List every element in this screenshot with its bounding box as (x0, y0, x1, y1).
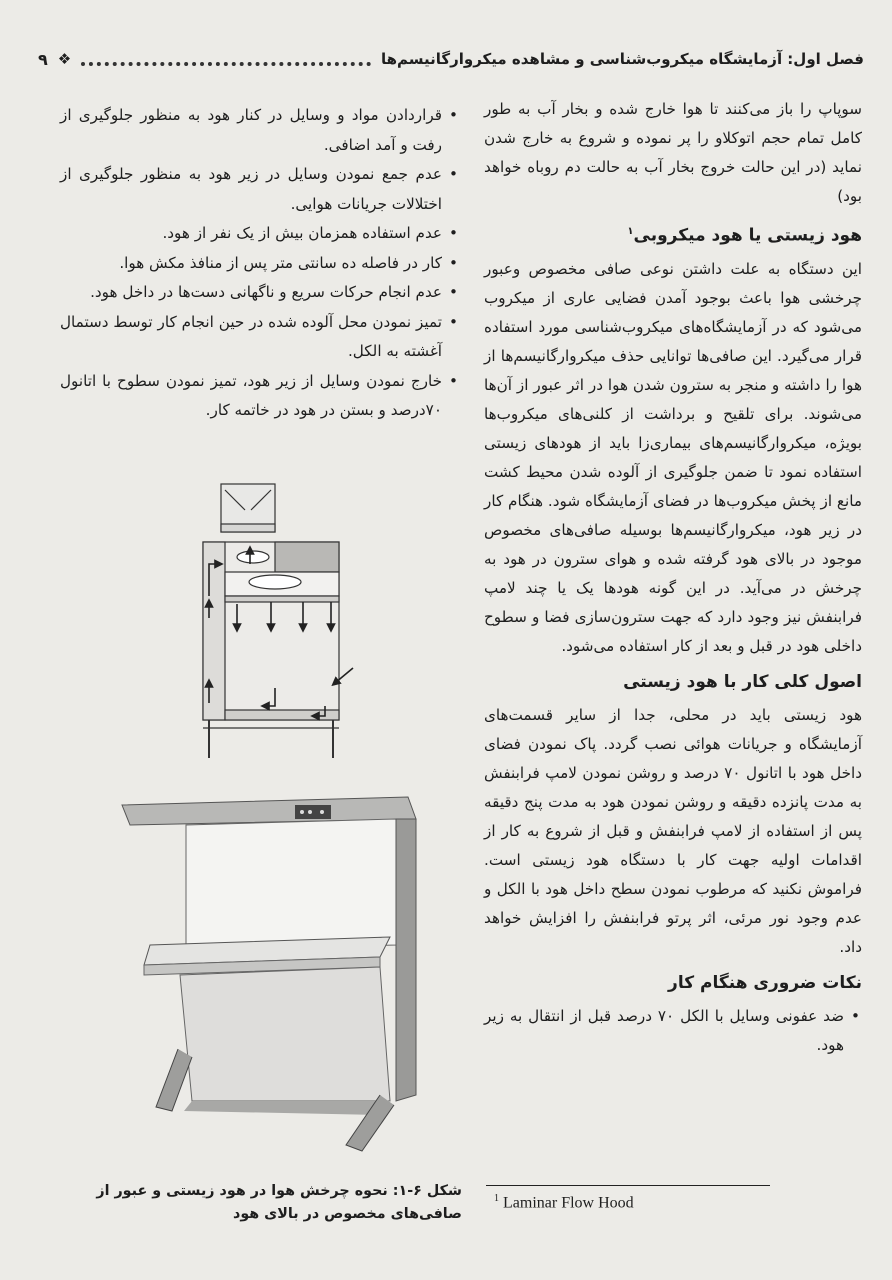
list-item: • عدم انجام حرکات سریع و ناگهانی دست‌ها در داخل هود. (60, 278, 442, 308)
list-item: • ضد عفونی وسایل با الکل ۷۰ درصد قبل از انتقال به زیر هود. (484, 1002, 844, 1060)
ornament-icon: ❖ (57, 50, 72, 68)
footnote-marker: ۱ (627, 226, 634, 237)
heading-biosafety-hood (484, 217, 862, 251)
right-column (484, 95, 862, 1060)
heading-hood-principles: اصول کلی کار با هود زیستی (623, 671, 862, 692)
paragraph-hood-principles: هود زیستی باید در محلی، جدا از سایر قسمت‌های آزمایشگاه و جریانات هوائی نصب گردد. پاک نمودن فضای داخل هود با اتانول ۷۰ درصد و روشن نمودن لامپ فرابنفش به مدت پانزده دقیقه و روشن نمودن هود به مدت پنج دقیقه پس از استفاده از لامپ فرابنفش و قبل از شروع به کار از اقدامات اولیه جهت کار با دستگاه هود زیستی است. فراموش نکنید که مرطوب نمودن سطح داخل هود با الکل و عدم وجود نور مرئی، اثر پرتو فرابنفش را افزایش خواهد داد. (484, 705, 862, 956)
airflow-diagram (185, 478, 355, 768)
list-item: • عدم استفاده همزمان بیش از یک نفر از هود. (60, 219, 442, 249)
header-dotted-rule (81, 56, 371, 66)
paragraph-autoclave-continued: سوپاپ را باز می‌کنند تا هوا خارج شده و بخار آب به طور کامل تمام حجم اتوکلاو را پر نموده و شروع به خارج شدن نماید (در این حالت خروج بخار آب به حالت دم روباه خواهد بود) (484, 100, 862, 205)
list-item: • کار در فاصله ده سانتی متر پس از منافذ مکش هوا. (60, 249, 442, 279)
notes-list-start (484, 1002, 862, 1060)
figure-caption: شکل ۶-۱: نحوه چرخش هوا در هود زیستی و عبور از صافی‌های مخصوص در بالای هود (96, 1183, 462, 1222)
list-item: • قراردادن مواد و وسایل در کنار هود به منظور جلوگیری از رفت و آمد اضافی. (60, 101, 442, 160)
footnote (494, 1193, 634, 1212)
list-item: • خارج نمودن وسایل از زیر هود، تمیز نمودن سطوح با اتانول ۷۰درصد و بستن در هود در خاتمه کار. (60, 367, 442, 426)
page-number: ۹ (38, 49, 48, 69)
list-item: • تمیز نمودن محل آلوده شده در حین انجام کار توسط دستمال آغشته به الکل. (60, 308, 442, 367)
chapter-title: فصل اول: آزمایشگاه میکروب‌شناسی و مشاهده میکروارگانیسم‌ها (380, 50, 864, 68)
list-item: • عدم جمع نمودن وسایل در زیر هود به منظور جلوگیری از اختلالات جریانات هوایی. (60, 160, 442, 219)
footnote-text: Laminar Flow Hood (503, 1194, 634, 1212)
footnote-number: 1 (494, 1193, 499, 1204)
laminar-flow-hood-photo (110, 795, 430, 1160)
notes-list-continued (60, 101, 460, 426)
paragraph-hood-description: این دستگاه به علت داشتن نوعی صافی مخصوص وعبور چرخشی هوا باعث بوجود آمدن فضایی عاری از میکروب می‌شود که در آزمایشگاه‌های میکروب‌شناسی مورد استفاده قرار می‌گیرد. این صافی‌ها توانایی حذف میکروارگانیسم‌ها از هوا را داشته و منجر به سترون شدن هوا در اثر عبور از آن‌ها می‌شوند. برای تلقیح و برداشت از کلنی‌های میکروب‌ها بویژه، میکروارگانیسم‌های بیماری‌زا باید از هودهای زیستی استفاده نمود تا ضمن جلوگیری از آلوده شدن محیط کشت مانع از پخش میکروب‌ها در فضای آزمایشگاه شود. هنگام کار در زیر هود، میکروارگانیسم‌ها بوسیله صافی‌های مخصوص موجود در بالای هود گرفته شده و هوای سترون در هود به چرخش در می‌آید. در این گونه هودها یک یا چند لامپ فرابنفش نیز وجود دارد که جهت سترون‌سازی فضا و سطوح داخلی هود در قبل و بعد از کار استفاده می‌شود. (484, 259, 862, 655)
heading-important-notes: نکات ضروری هنگام کار (668, 972, 862, 993)
left-column (60, 101, 460, 426)
running-header (38, 44, 864, 74)
footnote-separator (486, 1185, 770, 1186)
heading-text: هود زیستی یا هود میکروبی (633, 225, 862, 246)
